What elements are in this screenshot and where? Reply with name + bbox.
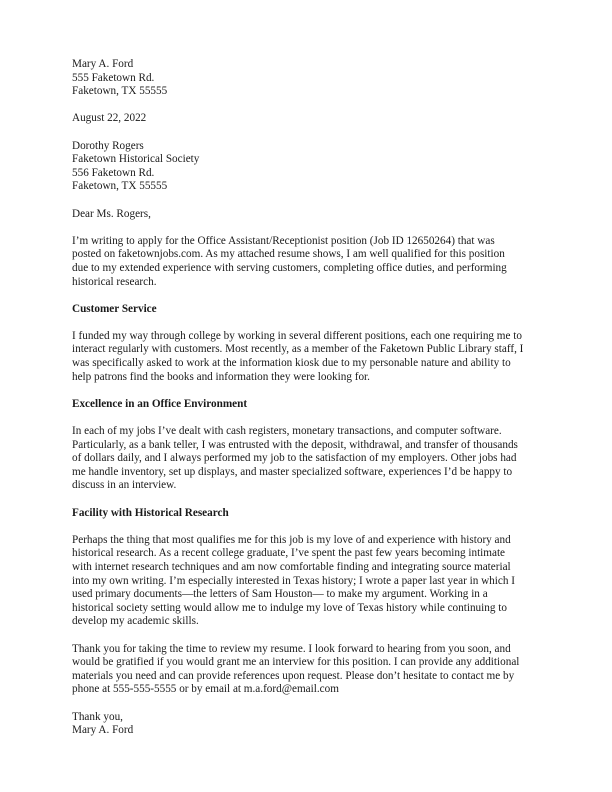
recipient-city: Faketown, TX 55555	[72, 180, 168, 193]
paragraph-line: I’m writing to apply for the Office Assistant/Receptionist position (Job ID 12650264) that was	[72, 234, 495, 247]
sign-off	[72, 711, 542, 738]
paragraph-line: Particularly, as a bank teller, I was entrusted with the deposit, withdrawal, and transfer of thousands	[72, 438, 518, 451]
paragraph-line: historical society setting would allow me to indulge my love of Texas history while continuing to	[72, 601, 507, 614]
recipient-name: Dorothy Rogers	[72, 139, 144, 152]
paragraph-line: was specifically asked to work at the information kiosk due to my personable nature and ability to	[72, 357, 511, 370]
paragraph-line: posted on faketownjobs.com. As my attached resume shows, I am well qualified for this position	[72, 248, 505, 261]
paragraph-line: I funded my way through college by working in several different positions, each one requiring me to	[72, 329, 522, 342]
office-environment-paragraph	[72, 425, 542, 493]
paragraph-line: interact regularly with customers. Most recently, as a member of the Faketown Public Library staff, I	[72, 343, 524, 356]
paragraph-line: would be gratified if you would grant me an interview for this position. I can provide any additional	[72, 656, 520, 669]
recipient-address	[72, 140, 542, 194]
section-heading-customer-service: Customer Service	[72, 302, 157, 315]
intro-paragraph	[72, 235, 542, 289]
section-heading-office-environment: Excellence in an Office Environment	[72, 397, 248, 410]
salutation: Dear Ms. Rogers,	[72, 207, 151, 220]
paragraph-line: due to my extended experience with serving customers, completing office duties, and performing	[72, 261, 507, 274]
paragraph-line: with internet research techniques and am now comfortable finding and integrating source material	[72, 560, 511, 573]
section-heading-historical-research: Facility with Historical Research	[72, 506, 229, 519]
historical-research-paragraph	[72, 534, 542, 629]
paragraph-line: Perhaps the thing that most qualifies me for this job is my love of and experience with history and	[72, 533, 511, 546]
paragraph-line: into my own writing. I’m especially interested in Texas history; I wrote a paper last year in which I	[72, 574, 515, 587]
paragraph-line: used primary documents—the letters of Sam Houston— to make my argument. Working in a	[72, 588, 488, 601]
cover-letter	[72, 58, 542, 738]
signature-name: Mary A. Ford	[72, 724, 134, 737]
customer-service-paragraph	[72, 330, 542, 384]
paragraph-line: of dollars daily, and I always performed my job to the satisfaction of my employers. Other jobs had	[72, 452, 517, 465]
closing-paragraph	[72, 643, 542, 697]
paragraph-line: phone at 555-555-5555 or by email at m.a.ford@email.com	[72, 683, 339, 696]
paragraph-line: help patrons find the books and information they were looking for.	[72, 370, 370, 383]
paragraph-line: discuss in an interview.	[72, 479, 177, 492]
sender-address	[72, 58, 542, 99]
sign-off-text: Thank you,	[72, 710, 123, 723]
sender-street: 555 Faketown Rd.	[72, 71, 155, 84]
paragraph-line: materials you need and can provide references upon request. Please don’t hesitate to contact me by	[72, 669, 515, 682]
paragraph-line: historical research.	[72, 275, 157, 288]
recipient-street: 556 Faketown Rd.	[72, 166, 155, 179]
paragraph-line: In each of my jobs I’ve dealt with cash registers, monetary transactions, and computer software.	[72, 425, 502, 438]
sender-city: Faketown, TX 55555	[72, 85, 168, 98]
sender-name: Mary A. Ford	[72, 58, 134, 70]
paragraph-line: Thank you for taking the time to review my resume. I look forward to hearing from you soon, and	[72, 642, 511, 655]
paragraph-line: historical research. As a recent college graduate, I’ve spent the past few years becoming intimate	[72, 547, 506, 560]
paragraph-line: develop my academic skills.	[72, 615, 199, 628]
paragraph-line: me handle inventory, set up displays, and master specialized software, experiences I’d be happy to	[72, 465, 513, 478]
recipient-organization: Faketown Historical Society	[72, 153, 200, 166]
letter-date: August 22, 2022	[72, 112, 147, 125]
